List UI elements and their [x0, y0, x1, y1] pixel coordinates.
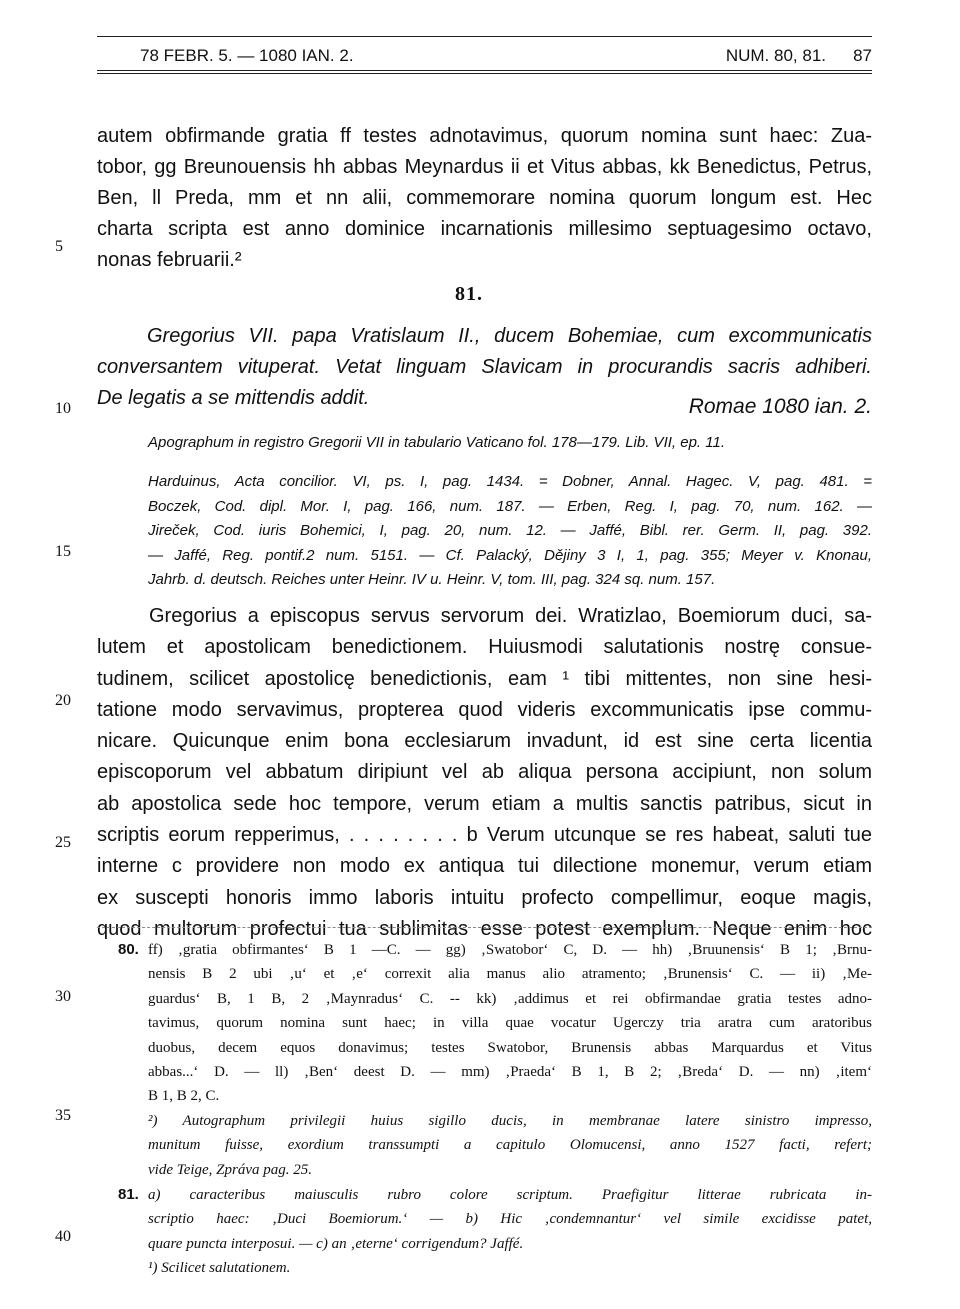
biblio-line: Harduinus, Acta concilior. VI, ps. I, pag. 1434. = Dobner, Annal. Hagec. V, pag. 481. =: [148, 473, 872, 490]
margin-line-number: 20: [55, 692, 71, 709]
text-line: autem obfirmande gratia ff testes adnotavimus, quorum nomina sunt haec: Zua-: [97, 125, 872, 147]
header-bottom-rule: [97, 70, 872, 71]
place-date: Romae 1080 ian. 2.: [688, 395, 872, 418]
text-line: nonas februarii.²: [97, 249, 242, 271]
text-line: charta scripta est anno dominice incarnationis millesimo septuagesimo octavo,: [97, 218, 872, 240]
header-date-range: 78 FEBR. 5. — 1080 IAN. 2.: [140, 46, 354, 65]
doc81-text: [97, 601, 872, 945]
footnote-separator: [97, 927, 872, 928]
source-note: Apographum in registro Gregorii VII in tabulario Vaticano fol. 178—179. Lib. VII, ep. 11.: [148, 434, 725, 451]
summary-line: Gregorius VII. papa Vratislaum II., ducem Bohemiae, cum excommunicatis: [147, 325, 872, 347]
footnote-line: ¹) Scilicet salutationem.: [148, 1260, 291, 1277]
biblio-line: Boczek, Cod. dipl. Mor. I, pag. 166, num. 187. — Erben, Reg. I, pag. 70, num. 162. —: [148, 497, 872, 515]
text-line: tobor, gg Breunouensis hh abbas Meynardus ii et Vitus abbas, kk Benedictus, Petrus,: [97, 156, 872, 178]
footnote-line: munitum fuisse, exordium transsumpti a capitulo Olomucensi, anno 1527 facti, refert;: [148, 1137, 872, 1154]
note-label: 81.: [118, 1186, 139, 1203]
text-line: nicare. Quicunque enim bona ecclesiarum invadunt, id est sine certa licentia: [97, 730, 872, 753]
note-line: tavimus, quorum nomina sunt haec; in villa quae vocatur Ugerczy tria aratra cum aratoribus: [148, 1015, 872, 1032]
note-line: abbas...‘ D. — ll) ‚Ben‘ deest D. — mm) ‚Praeda‘ B 1, B 2; ‚Breda‘ D. — nn) ‚item‘: [148, 1064, 872, 1081]
text-line: episcoporum vel abbatum diripiunt vel ab aliqua persona accipiunt, non solum: [97, 761, 872, 784]
text-line: Gregorius a episcopus servus servorum dei. Wratizlao, Boemiorum duci, sa-: [149, 605, 872, 627]
text-line: lutem et apostolicam benedictionem. Huiusmodi salutationis nostrę consue-: [97, 636, 872, 659]
footnote-line: vide Teige, Zpráva pag. 25.: [148, 1161, 313, 1178]
header-doc-numbers: NUM. 80, 81.: [725, 46, 826, 65]
text-line: quod multorum profectui tua sublimitas esse potest exemplum. Neque enim hoc: [97, 917, 872, 940]
note-line: guardus‘ B, 1 B, 2 ‚Maynradus‘ C. -- kk) ‚addimus et rei obfirmandae gratia testes adno-: [148, 990, 872, 1007]
note-line: duobus, decem equos donavimus; testes Swatobor, Brunensis abbas Marquardus et Vitus: [148, 1039, 872, 1056]
summary-last-line: De legatis a se mittendis addit.: [97, 387, 370, 409]
footnote-line: ²) Autographum privilegii huius sigillo ducis, in membranae latere sinistro impresso,: [148, 1112, 872, 1129]
text-line: ex suscepti honoris immo laboris intuitu profecto compellimur, eoque magis,: [97, 886, 872, 909]
note-line: a) caracteribus maiusculis rubro colore scriptum. Praefigitur litterae rubricata in-: [148, 1187, 872, 1203]
text-line: interne c providere non modo ex antiqua tui dilectione monemur, verum etiam: [97, 855, 872, 878]
page-number: 87: [853, 46, 872, 65]
text-line: tatione modo servavimus, propterea quod videris excommunicatis ipse commu-: [97, 698, 872, 721]
text-line: ab apostolica sede hoc tempore, verum etiam a multis sanctis patribus, sicut in: [97, 792, 872, 815]
note-line: ff) ‚gratia obfirmantes‘ B 1 —C. — gg) ‚Swatobor‘ C, D. — hh) ‚Bruunensis‘ B 1; ‚Brnu-: [148, 942, 872, 958]
text-line: tudinem, scilicet apostolicę benedictionis, eam ¹ tibi mittentes, non sine hesi-: [97, 667, 872, 690]
notes-doc81: [118, 1183, 872, 1281]
summary-line: conversantem vituperat. Vetat linguam Slavicam in procurandis sacris adhiberi.: [97, 356, 872, 378]
bibliography: [148, 470, 872, 593]
header-bottom-rule-2: [97, 73, 872, 74]
margin-line-number: 40: [55, 1228, 71, 1245]
margin-line-number: 35: [55, 1107, 71, 1124]
note-label: 80.: [118, 941, 139, 958]
document-number: 81.: [455, 283, 483, 305]
biblio-line: — Jaffé, Reg. pontif.2 num. 5151. — Cf. Palacký, Dějiny 3 I, 1, pag. 355; Meyer v. Knonau,: [148, 546, 872, 564]
margin-line-number: 10: [55, 400, 71, 417]
notes-doc80: [118, 938, 872, 1182]
biblio-line: Jireček, Cod. iuris Bohemici, I, pag. 20, num. 12. — Jaffé, Bibl. rer. Germ. II, pag. 392.: [148, 522, 872, 539]
note-line: B 1, B 2, C.: [148, 1088, 220, 1105]
note-line: quare puncta interposui. — c) an ‚eterne‘ corrigendum? Jaffé.: [148, 1235, 524, 1252]
biblio-line: Jahrb. d. deutsch. Reiches unter Heinr. IV u. Heinr. V, tom. III, pag. 324 sq. num. 157.: [148, 571, 716, 588]
margin-line-number: 30: [55, 988, 71, 1005]
text-line: scriptis eorum repperimus, . . . . . . . . b Verum utcunque se res habeat, saluti tue: [97, 824, 872, 847]
note-line: nensis B 2 ubi ‚u‘ et ‚e‘ correxit alia manus alio atramento; ‚Brunensis‘ C. — ii) ‚Me-: [148, 966, 872, 983]
text-line: Ben, ll Preda, mm et nn alii, commemorare nomina quorum longum est. Hec: [97, 187, 872, 209]
summary-line: [97, 383, 872, 418]
margin-line-number: 5: [55, 238, 63, 255]
margin-line-number: 25: [55, 834, 71, 851]
margin-line-number: 15: [55, 543, 71, 560]
doc80-text: [97, 121, 872, 276]
doc81-summary: [97, 321, 872, 418]
header-top-rule: [97, 36, 872, 37]
note-line: scriptio haec: ‚Duci Boemiorum.‘ — b) Hic ‚condemnantur‘ vel simile excidisse patet,: [148, 1211, 872, 1228]
